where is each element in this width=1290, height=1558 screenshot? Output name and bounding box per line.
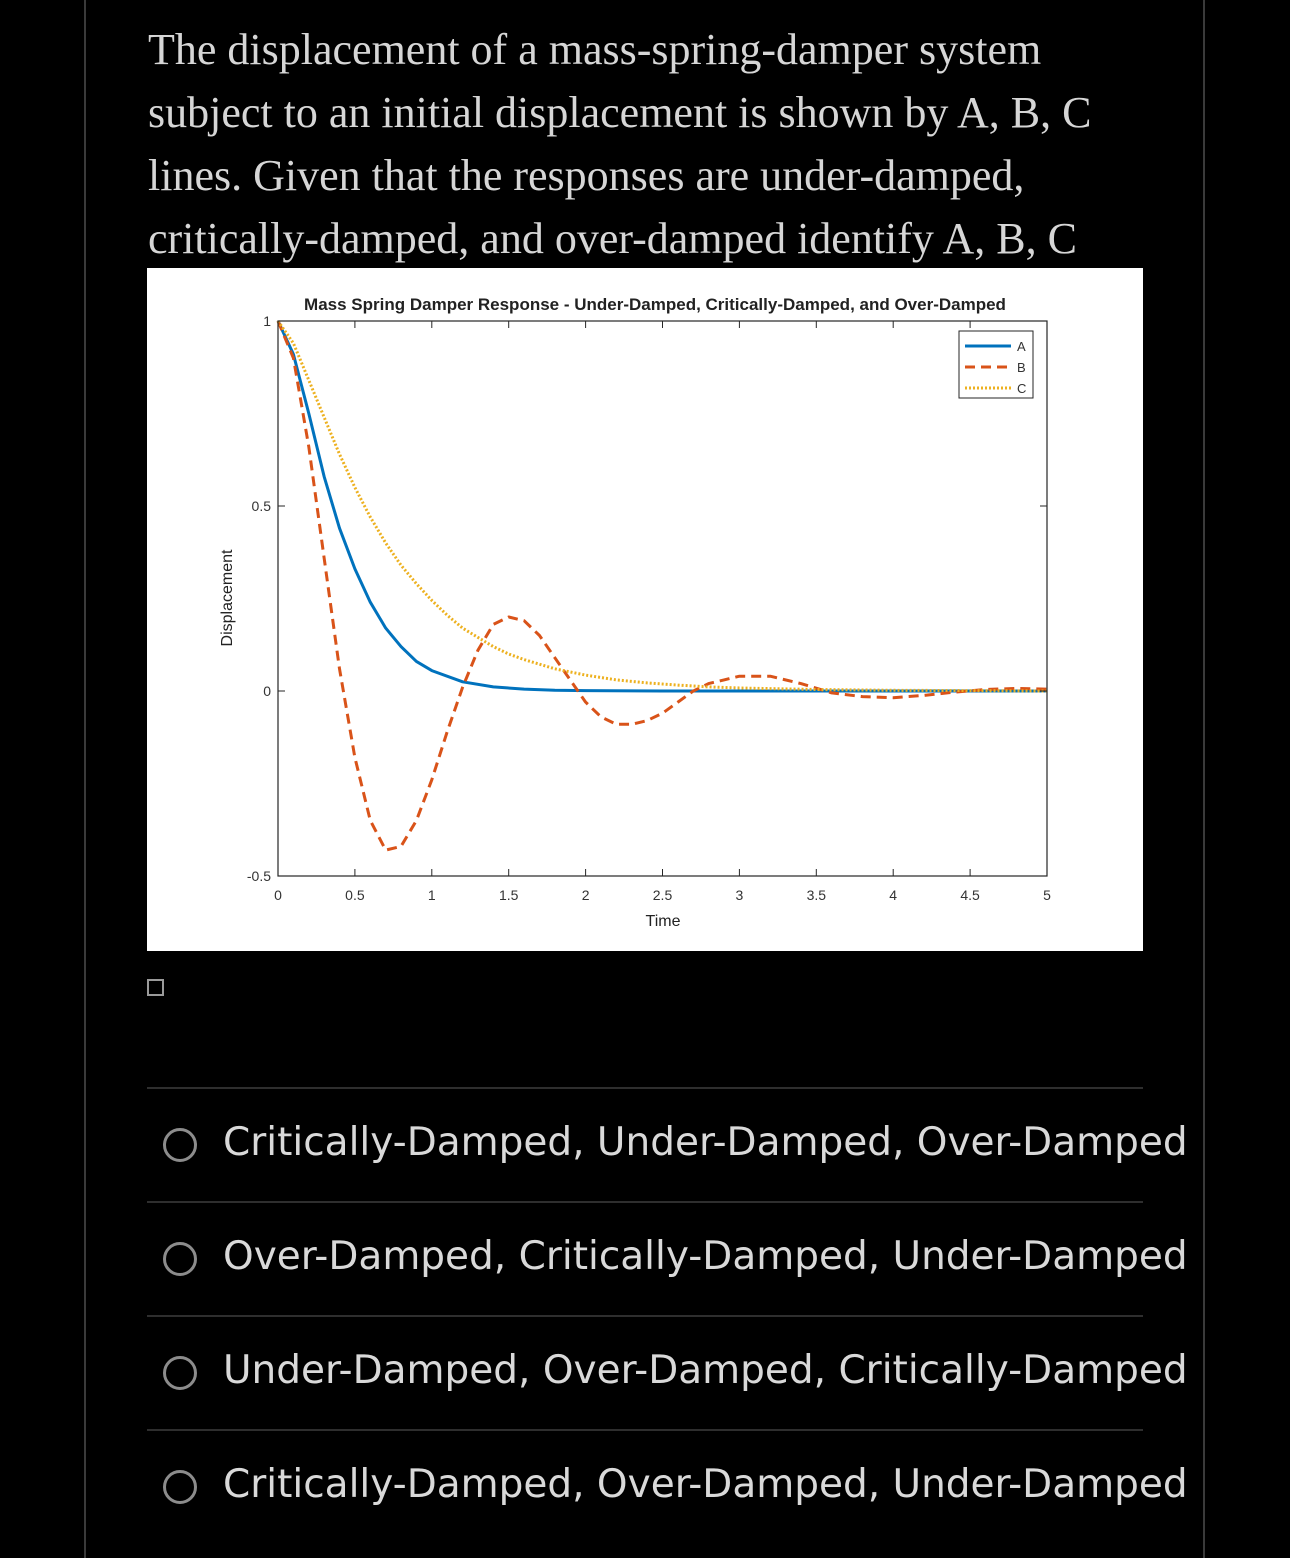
question-line: The displacement of a mass-spring-damper system	[148, 25, 1042, 74]
x-tick-label: 5	[1043, 887, 1051, 903]
radio-button[interactable]	[163, 1470, 197, 1504]
x-axis-label: Time	[645, 913, 681, 930]
y-tick-label: 1	[263, 313, 271, 329]
answer-option[interactable]	[147, 1087, 1188, 1201]
x-tick-label: 2	[581, 887, 590, 903]
x-tick-label: 0	[274, 887, 282, 903]
answer-options	[147, 1087, 1188, 1543]
answer-label: Critically-Damped, Under-Damped, Over-Damped	[223, 1120, 1188, 1165]
answer-option[interactable]	[147, 1201, 1188, 1315]
plot-frame	[278, 321, 1047, 876]
chart-svg	[147, 268, 1143, 951]
answer-option[interactable]	[147, 1315, 1188, 1429]
chart-figure	[147, 268, 1143, 951]
radio-button[interactable]	[163, 1356, 197, 1390]
x-tick-label: 1.5	[498, 887, 519, 903]
answer-label: Critically-Damped, Over-Damped, Under-Damped	[223, 1462, 1188, 1507]
x-tick-label: 4	[889, 887, 898, 903]
legend	[959, 331, 1033, 398]
x-tick-label: 1	[427, 887, 436, 903]
series-line-b	[278, 321, 1047, 850]
x-tick-label: 3.5	[806, 887, 827, 903]
legend-label-a: A	[1017, 339, 1026, 354]
question-line: subject to an initial displacement is shown by A, B, C	[148, 88, 1092, 137]
legend-label-c: C	[1017, 381, 1027, 396]
legend-label-b: B	[1017, 360, 1026, 375]
y-tick-label: 0	[263, 683, 271, 699]
question-line: critically-damped, and over-damped identify A, B, C	[148, 214, 1077, 263]
question-text	[148, 18, 1148, 270]
y-axis-label: Displacement	[219, 549, 236, 647]
answer-option[interactable]	[147, 1429, 1188, 1543]
x-tick-label: 2.5	[652, 887, 673, 903]
radio-button[interactable]	[163, 1242, 197, 1276]
left-divider	[84, 0, 86, 1558]
radio-button[interactable]	[163, 1128, 197, 1162]
x-tick-label: 4.5	[960, 887, 980, 903]
answer-label: Under-Damped, Over-Damped, Critically-Damped	[223, 1348, 1188, 1393]
y-tick-label: 0.5	[251, 498, 271, 514]
x-tick-label: 3	[735, 887, 744, 903]
flag-checkbox[interactable]	[147, 979, 164, 996]
y-tick-label: -0.5	[246, 868, 271, 884]
question-line: lines. Given that the responses are under-damped,	[148, 151, 1025, 200]
x-tick-label: 0.5	[345, 887, 365, 903]
answer-label: Over-Damped, Critically-Damped, Under-Damped	[223, 1234, 1188, 1279]
right-divider	[1203, 0, 1205, 1558]
series-line-a	[278, 321, 1047, 691]
chart-title: Mass Spring Damper Response - Under-Damped, Critically-Damped, and Over-Damped	[304, 295, 1006, 314]
